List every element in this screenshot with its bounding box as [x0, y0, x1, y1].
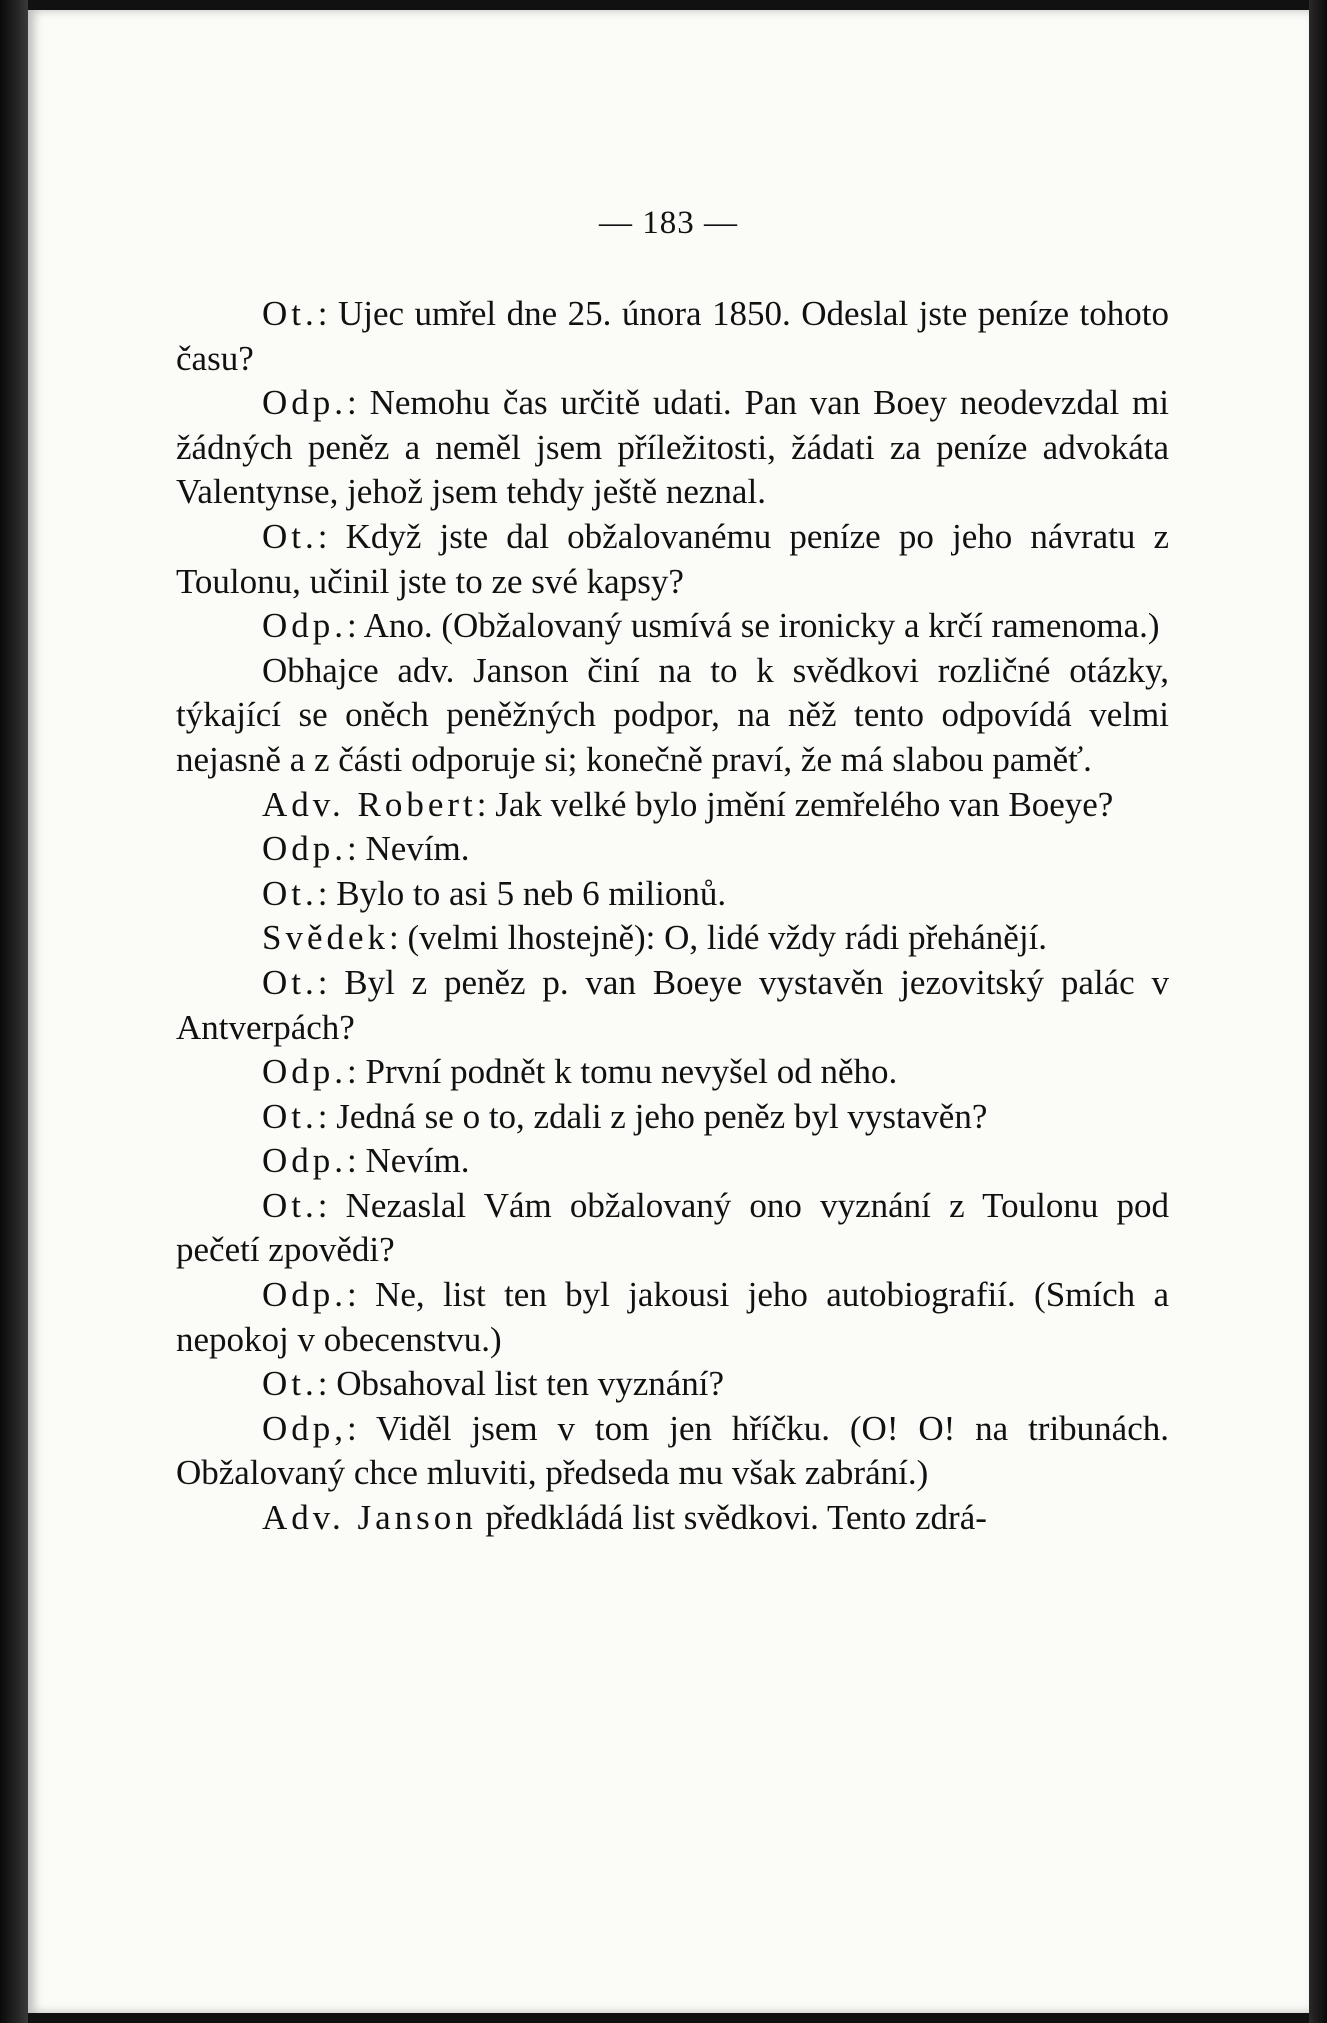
- speaker-label: Odp.: [262, 1141, 348, 1181]
- speaker-label: Odp.: [262, 1052, 348, 1092]
- paragraph-text: : Byl z peněz p. van Boeye vystavěn jezovitský palác v Antverpách?: [176, 962, 1169, 1047]
- paragraph-text: : První podnět k tomu nevyšel od něho.: [347, 1052, 898, 1092]
- speaker-label: Odp,: [262, 1408, 348, 1448]
- paragraph: [176, 783, 1169, 828]
- paragraph-text: : Nemohu čas určitě udati. Pan van Boey neodevzdal mi žádných peněz a neměl jsem příležitosti, žádati za peníze advokáta Valentynse, jehož jsem tehdy ještě neznal.: [176, 383, 1169, 512]
- paragraph: [176, 1050, 1169, 1095]
- speaker-label: Odp.: [262, 383, 348, 423]
- speaker-label: Ot.: [262, 516, 318, 556]
- paragraph-text: : Ne, list ten byl jakousi jeho autobiografií. (Smích a nepokoj v obecenstvu.): [176, 1275, 1169, 1359]
- speaker-label: Odp.: [262, 829, 348, 869]
- speaker-label: Odp.: [262, 606, 348, 646]
- paragraph-text: : Jak velké bylo jmění zemřelého van Boeye?: [476, 784, 1114, 824]
- speaker-label: Adv. Robert: [262, 784, 477, 824]
- speaker-label: Odp.: [262, 1275, 348, 1315]
- paragraph: [176, 916, 1169, 961]
- paragraph: [176, 515, 1169, 604]
- paragraph: [176, 872, 1169, 917]
- paragraph-text: : Viděl jsem v tom jen hříčku. (O! O! na tribunách. Obžalovaný chce mluviti, předseda mu však zabrání.): [176, 1408, 1169, 1493]
- paragraph: [176, 1496, 1169, 1541]
- paragraph: [176, 649, 1169, 783]
- paragraph-text: předkládá list svědkovi. Tento zdrá-: [476, 1498, 987, 1538]
- speaker-label: Ot.: [262, 1185, 318, 1225]
- paragraph-text: : Jedná se o to, zdali z jeho peněz byl vystavěn?: [317, 1096, 988, 1136]
- paragraph: [176, 1273, 1169, 1362]
- paragraph: [176, 292, 1169, 381]
- paragraph: [176, 1362, 1169, 1407]
- paragraph: [176, 604, 1169, 649]
- speaker-label: Ot.: [262, 1096, 318, 1136]
- book-binding-left: [0, 0, 28, 2023]
- speaker-label: Adv. Janson: [262, 1498, 477, 1538]
- speaker-label: Ot.: [262, 962, 318, 1002]
- page-number: — 183 —: [599, 205, 738, 241]
- paragraph-text: : Nevím.: [347, 1141, 470, 1181]
- paragraph: [176, 1184, 1169, 1273]
- paragraph-text: : Nevím.: [347, 829, 470, 869]
- paragraph: [176, 381, 1169, 515]
- paragraph-text: : Nezaslal Vám obžalovaný ono vyznání z Toulonu pod pečetí zpovědi?: [176, 1185, 1169, 1270]
- paragraph: [176, 1139, 1169, 1184]
- page-body: [176, 292, 1169, 1541]
- paragraph-text: : Když jste dal obžalovanému peníze po jeho návratu z Toulonu, učinil jste to ze své kapsy?: [176, 516, 1169, 601]
- paragraph-text: : Ano. (Obžalovaný usmívá se ironicky a krčí ramenoma.): [347, 606, 1160, 646]
- paragraph-text: : (velmi lhostejně): O, lidé vždy rádi přehánějí.: [389, 918, 1048, 958]
- speaker-label: Ot.: [262, 1364, 318, 1404]
- paragraph-text: Obhajce adv. Janson činí na to k svědkovi rozličné otázky, týkající se oněch peněžných podpor, na něž tento odpovídá velmi nejasně a z části odporuje si; konečně praví, že má slabou paměť.: [176, 650, 1169, 779]
- paragraph: [176, 827, 1169, 872]
- speaker-label: Svědek: [262, 918, 390, 958]
- book-edge-right: [1309, 0, 1327, 2023]
- paragraph-text: : Bylo to asi 5 neb 6 milionů.: [317, 873, 727, 913]
- paragraph: [176, 961, 1169, 1050]
- paragraph: [176, 1407, 1169, 1496]
- speaker-label: Ot.: [262, 873, 318, 913]
- speaker-label: Ot.: [262, 294, 318, 333]
- paragraph-text: : Obsahoval list ten vyznání?: [317, 1364, 725, 1404]
- paragraph: [176, 1095, 1169, 1140]
- book-page: [28, 10, 1309, 2013]
- paragraph-text: : Ujec umřel dne 25. února 1850. Odeslal jste peníze tohoto času?: [176, 294, 1169, 378]
